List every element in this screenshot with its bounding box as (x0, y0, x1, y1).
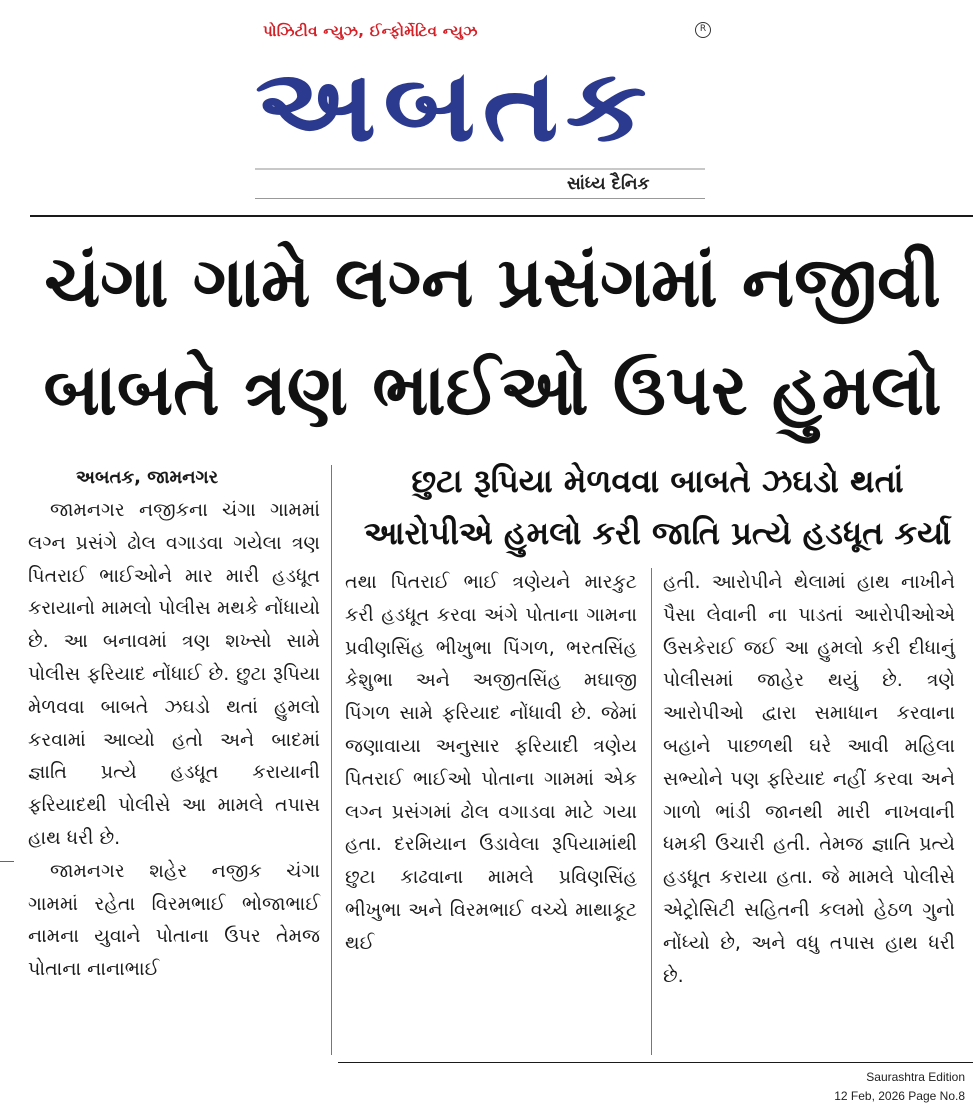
article-column-2 (345, 566, 637, 960)
newspaper-logo: અબતક (255, 47, 654, 164)
margin-tick (0, 861, 14, 862)
article-paragraph: જામનગર શહેર નજીક ચંગા ગામમાં રહેતા વિરમભાઈ ભોજાભાઈ નામના યુવાને પોતાના ઉપર તેમજ પોતાના નાનાભાઈ (28, 859, 320, 981)
article-paragraph: તથા પિતરાઈ ભાઈ ત્રણેયને મારકુટ કરી હડધૂત કરવા અંગે પોતાના ગામના પ્રવીણસિંહ ભીખુભા પિંગળ, ભરતસિંહ કેશુભા અને અજીતસિંહ મઘાજી પિંગળ સામે ફરિયાદ નોંધાવી છે. જેમાં જણાવાયા અનુસાર ફરિયાદી ત્રણેય પિતરાઈ ભાઈઓ પોતાના ગામમાં એક લગ્ન પ્રસંગમાં ઢોલ વગાડવા માટે ગયા હતા. દરમિયાન ઉડાવેલા રૂપિયામાંથી છુટા કાઢવાના મામલે પ્રવિણસિંહ ભીખુભા અને વિરમભાઈ વચ્ચે માથાકૂટ થઈ (345, 571, 637, 954)
article-subheadline: છુટા રૂપિયા મેળવવા બાબતે ઝઘડો થતાં આરોપીએ હુમલો કરી જાતિ પ્રત્યે હડધૂત કર્યા (363, 462, 952, 552)
article-paragraph: હતી. આરોપીને થેલામાં હાથ નાખીને પૈસા લેવાની ના પાડતાં આરોપીઓએ ઉસકેરાઈ જઈ આ હુમલો કરી દીધાનું પોલીસમાં જાહેર થયું છે. ત્રણે આરોપીઓ દ્વારા સમાધાન કરવાના બહાને પાછળથી ઘરે આવી મહિલા સભ્યોને પણ ફરિયાદ નહીં કરવા અને ગાળો ભાંડી જાનથી મારી નાખવાની ધમકી ઉચારી હતી. તેમજ જ્ઞાતિ પ્રત્યે હડધૂત કરાયા હતા. જે મામલે પોલીસે એટ્રોસિટી સહિતની કલમો હેઠળ ગુનો નોંધ્યો છે, અને વધુ તપાસ હાથ ધરી છે. (663, 571, 955, 987)
page-footer (834, 1068, 965, 1106)
article-headline: ચંગા ગામે લગ્ન પ્રસંગમાં નજીવી બાબતે ત્રણ ભાઈઓ ઉપર હુમલો (43, 241, 942, 431)
article-dateline: અબતક, જામનગર (76, 467, 219, 488)
header-rule (30, 215, 973, 217)
masthead (255, 18, 715, 203)
column-divider (651, 568, 652, 1055)
column-divider (331, 465, 332, 1055)
article-column-1 (28, 462, 320, 986)
article-paragraph: જામનગર નજીકના ચંગા ગામમાં લગ્ન પ્રસંગે ઢોલ વગાડવા ગયેલા ત્રણ પિતરાઈ ભાઈઓને માર મારી હડધૂત કરાયાનો મામલો પોલીસ મથકે નોંધાયો છે. આ બનાવમાં ત્રણ શખ્સો સામે પોલીસ ફરિયાદ નોંધાઈ છે. છુટા રૂપિયા મેળવવા બાબતે ઝઘડો થતાં હુમલો કરવામાં આવ્યો હતો અને બાદમાં જ્ઞાતિ પ્રત્યે હડધૂત કરાયાની ફરિયાદથી પોલીસે આ મામલે તપાસ હાથ ધરી છે. (28, 499, 320, 849)
date-page-number: 12 Feb, 2026 Page No.8 (834, 1089, 965, 1103)
registered-mark-icon: R (695, 22, 711, 38)
edition-name: Saurashtra Edition (866, 1070, 965, 1084)
article-column-3 (663, 566, 955, 992)
footer-rule (338, 1062, 973, 1063)
edition-type: સાંધ્ય દૈનિક (567, 174, 650, 194)
masthead-divider (255, 168, 705, 170)
masthead-underline (255, 198, 705, 199)
masthead-tagline: પોઝિટીવ ન્યુઝ, ઈન્ફોર્મેટિવ ન્યુઝ (263, 22, 478, 40)
